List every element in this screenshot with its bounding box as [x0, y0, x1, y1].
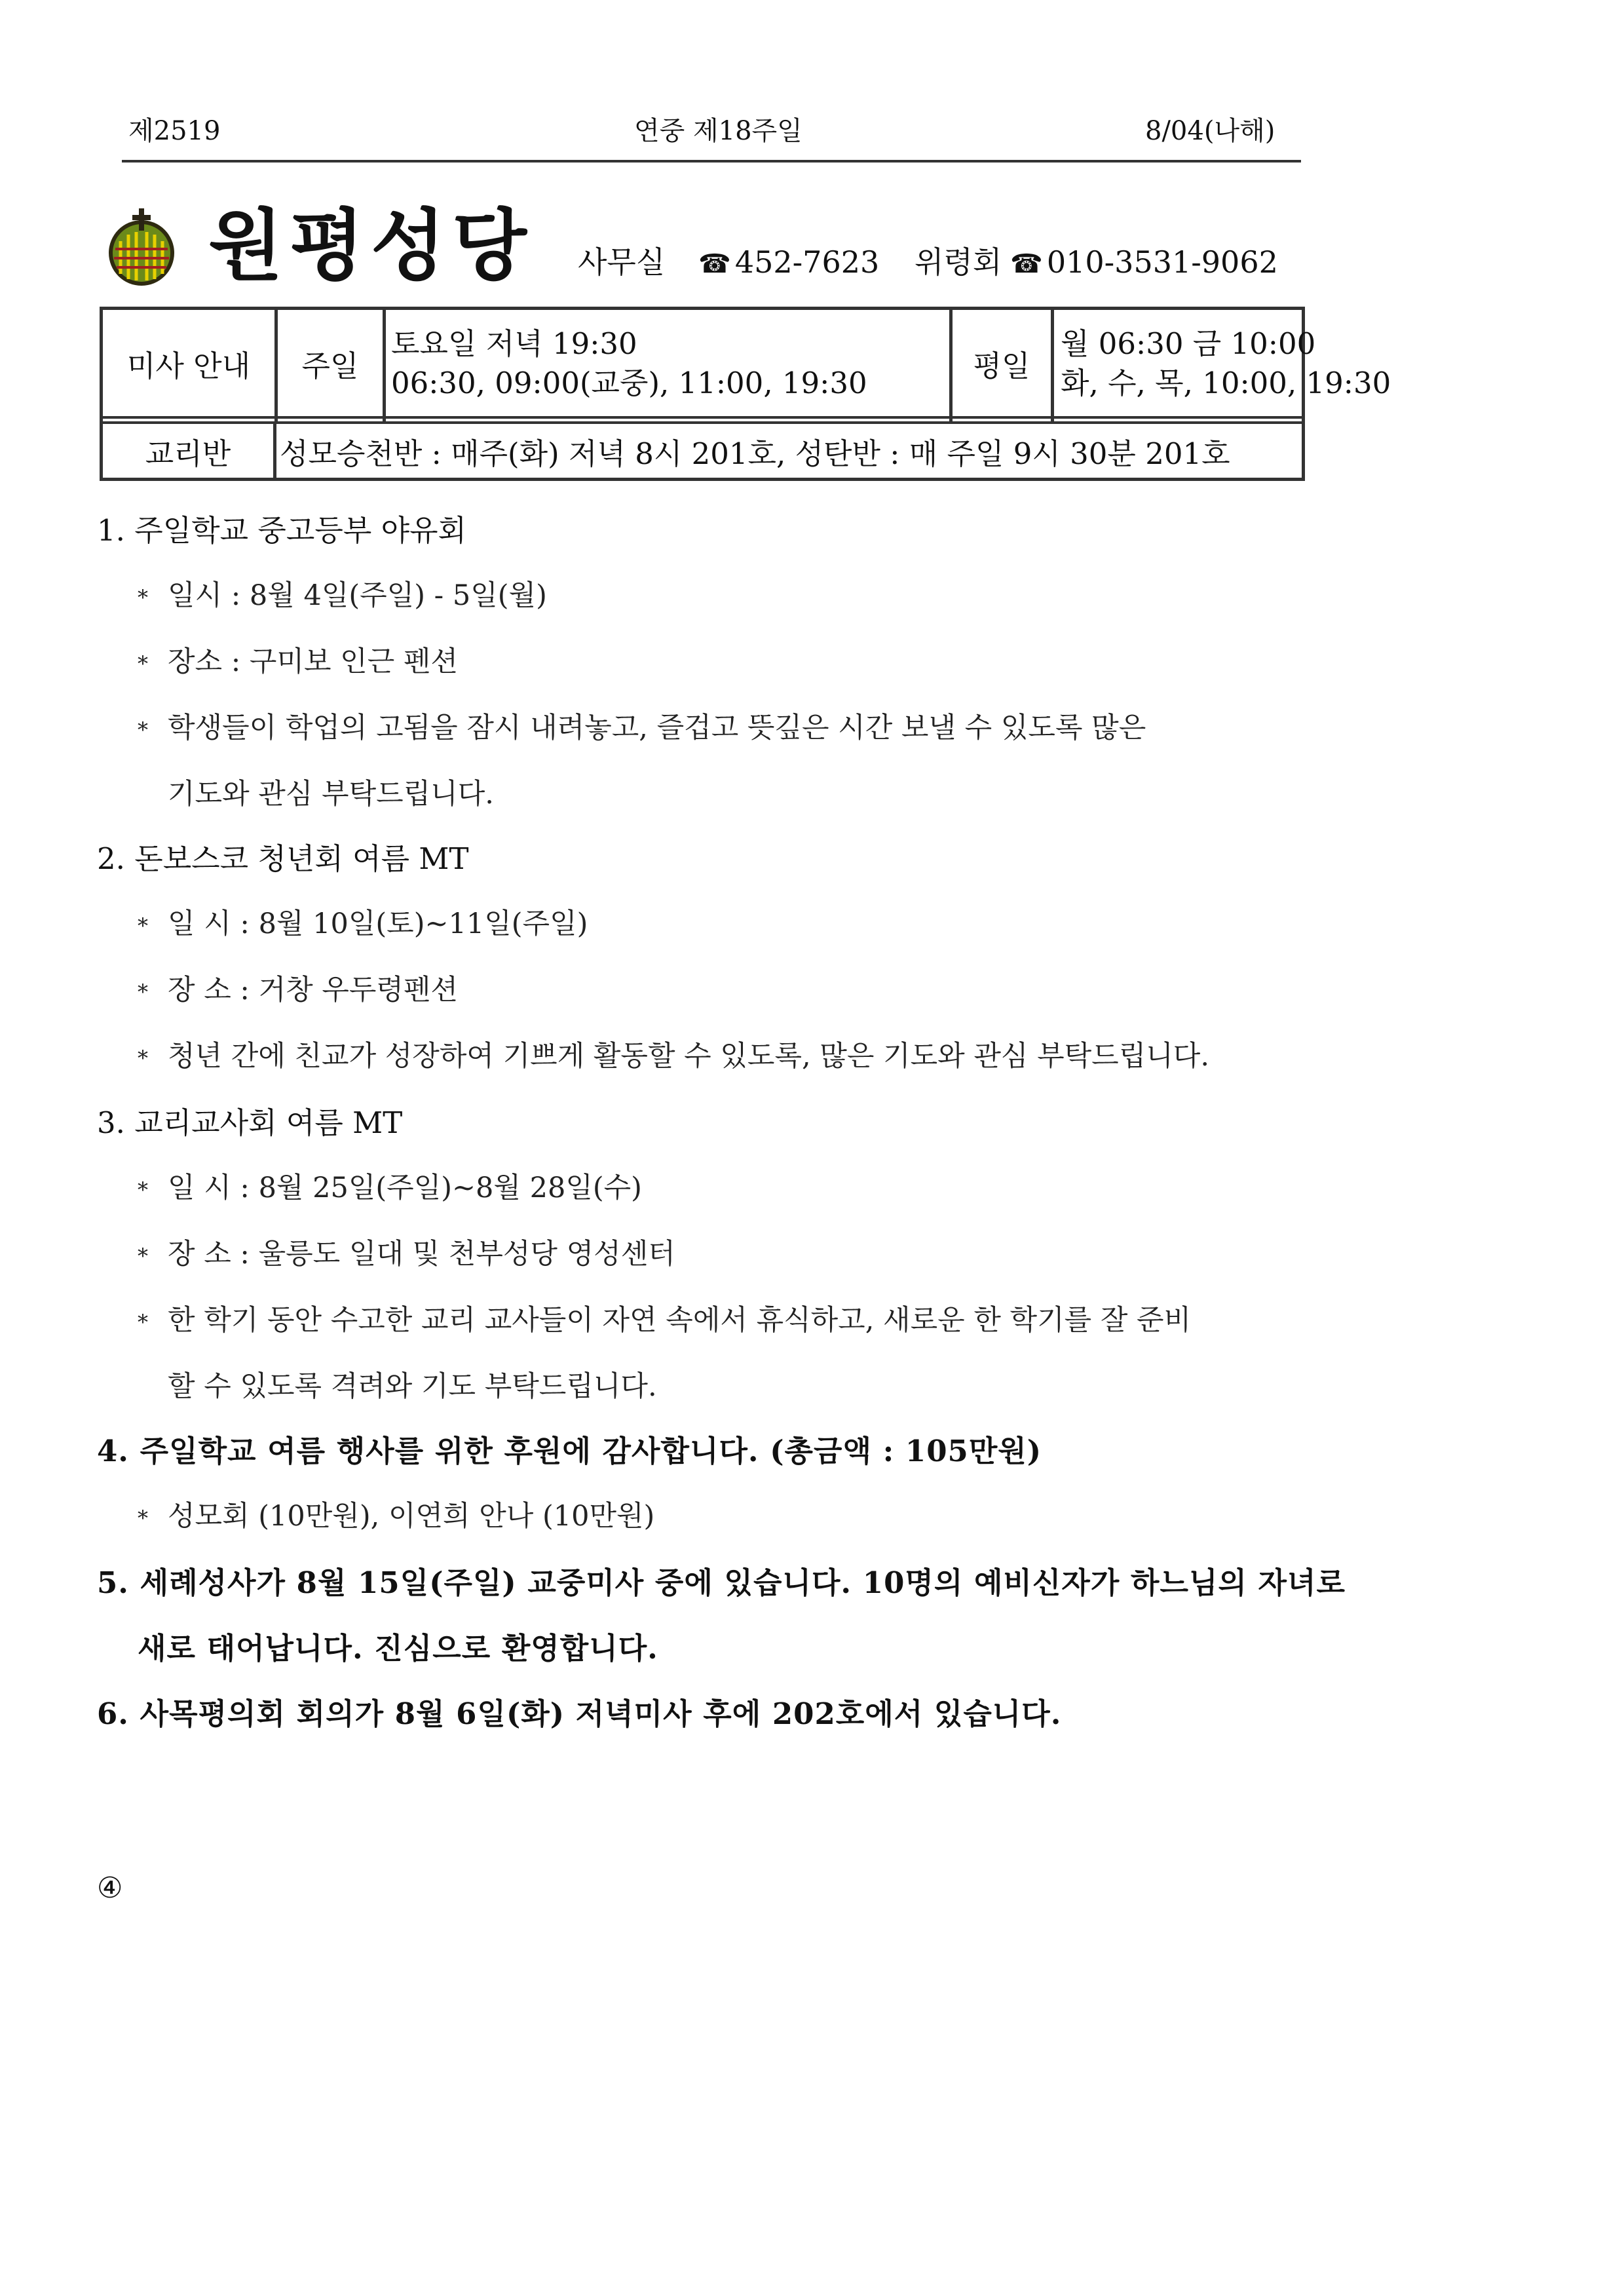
page-number: ④: [97, 1871, 123, 1905]
church-logo-icon: [102, 208, 181, 287]
notice-title-cont: 새로 태어납니다. 진심으로 환영합니다.: [138, 1631, 658, 1666]
notice-item: [97, 1090, 1309, 1419]
office-phone: ☎ 452-7623: [698, 244, 880, 280]
notice-detail: * 장 소 : 울릉도 일대 및 천부성당 영성센터: [138, 1238, 675, 1271]
sunday-label: 주일: [301, 348, 359, 383]
issue-number: 제2519: [128, 116, 221, 146]
catechism-label: 교리반: [145, 436, 231, 471]
notice-item: [97, 826, 1309, 1090]
catechism-schedule: 성모승천반 : 매주(화) 저녁 8시 201호, 성탄반 : 매 주일 9시 30분 201호: [280, 436, 1230, 471]
notice-detail: * 장소 : 구미보 인근 펜션: [138, 645, 459, 678]
mass-schedule-table: [100, 307, 1391, 481]
notice-title: 3. 교리교사회 여름 MT: [97, 1105, 403, 1140]
notice-detail: * 일 시 : 8월 25일(주일)~8월 28일(수): [138, 1172, 642, 1204]
notice-detail: * 성모회 (10만원), 이연희 안나 (10만원): [138, 1500, 655, 1533]
notice-detail-cont: 할 수 있도록 격려와 기도 부탁드립니다.: [168, 1370, 657, 1403]
phone-icon: ☎: [698, 249, 731, 279]
notice-detail: * 장 소 : 거창 우두령펜션: [138, 974, 459, 1006]
notice-detail: * 학생들이 학업의 고됨을 잠시 내려놓고, 즐겁고 뜻깊은 시간 보낼 수 있도록 많은: [138, 712, 1146, 744]
liturgical-week: 연중 제18주일: [634, 116, 803, 146]
notice-item: [97, 498, 1309, 826]
weekday-times: 월 06:30 금 10:00 화, 수, 목, 10:00, 19:30: [1061, 326, 1391, 400]
notice-detail: * 청년 간에 친교가 성장하여 기쁘게 활동할 수 있도록, 많은 기도와 관심 부탁드립니다.: [138, 1040, 1209, 1073]
office-label: 사무실: [578, 244, 666, 280]
weekday-label: 평일: [973, 348, 1030, 383]
notice-title: 6. 사목평의회 회의가 8월 6일(화) 저녁미사 후에 202호에서 있습니다.: [97, 1696, 1062, 1731]
notice-title: 1. 주일학교 중고등부 야유회: [97, 513, 467, 548]
header-divider: [122, 160, 1301, 163]
notice-detail-cont: 기도와 관심 부탁드립니다.: [168, 778, 494, 811]
bulletin-date: 8/04(나해): [1145, 116, 1275, 146]
notice-detail: * 한 학기 동안 수고한 교리 교사들이 자연 속에서 휴식하고, 새로운 한 학기를 잘 준비: [138, 1304, 1192, 1337]
notice-item: [97, 1419, 1309, 1550]
notice-title: 4. 주일학교 여름 행사를 위한 후원에 감사합니다. (총금액 : 105만원): [97, 1434, 1042, 1468]
notice-detail: * 일 시 : 8월 10일(토)~11일(주일): [138, 908, 588, 940]
notice-title: 5. 세례성사가 8월 15일(주일) 교중미사 중에 있습니다. 10명의 예비신자가 하느님의 자녀로: [97, 1565, 1346, 1600]
notice-title: 2. 돈보스코 청년회 여름 MT: [97, 841, 469, 876]
mass-label: 미사 안내: [126, 348, 251, 383]
notice-item: [97, 1681, 1309, 1747]
phone-icon: ☎: [1010, 249, 1043, 279]
notice-item: [97, 1550, 1346, 1681]
notices-list: [97, 498, 1346, 1747]
notice-detail: * 일시 : 8월 4일(주일) - 5일(월): [138, 579, 547, 612]
church-name: 원평성당: [208, 201, 533, 291]
council-phone: ☎ 010-3531-9062: [1010, 244, 1278, 280]
sunday-times: 토요일 저녁 19:30 06:30, 09:00(교중), 11:00, 19:30: [391, 326, 867, 400]
council-label: 위령회: [915, 244, 1002, 280]
